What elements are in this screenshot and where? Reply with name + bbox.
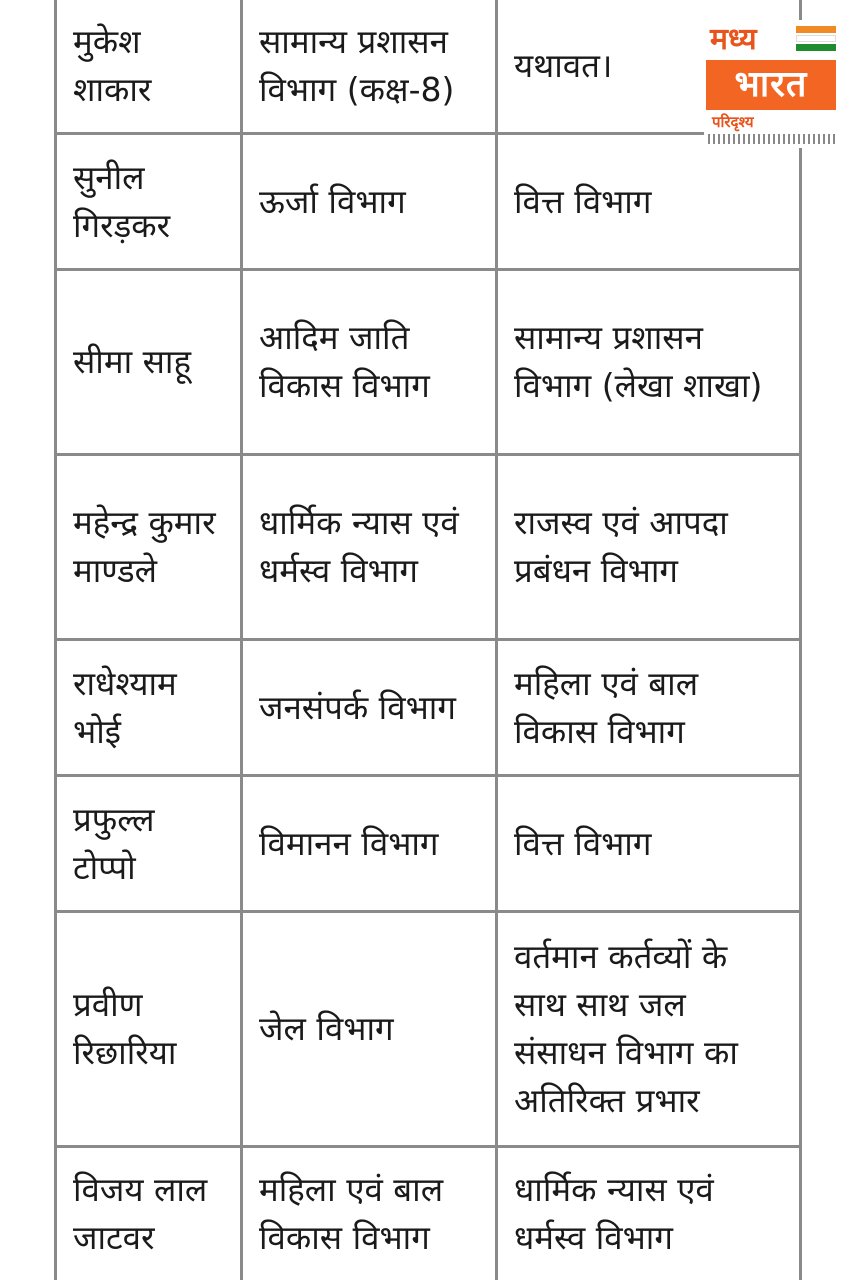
officer-name-cell [57, 456, 243, 638]
officer-name-cell [57, 913, 243, 1145]
current-department-cell [243, 271, 498, 453]
officer-name: सीमा साहू [73, 342, 192, 381]
table-row [57, 777, 799, 913]
new-department-cell [498, 641, 799, 774]
table-row [57, 913, 799, 1148]
officer-name: विजय लाल जाटवर [73, 1170, 208, 1257]
new-department-cell [498, 1148, 799, 1280]
new-department: सामान्य प्रशासन विभाग (लेखा शाखा) [514, 318, 763, 405]
current-department: महिला एवं बाल विकास विभाग [259, 1170, 444, 1257]
flag-icon [796, 26, 836, 52]
officer-name: प्रवीण रिछारिया [73, 985, 177, 1072]
current-department-cell [243, 1148, 498, 1280]
logo-main-text: भारत [706, 60, 836, 110]
officer-name: प्रफुल्ल टोप्पो [73, 799, 155, 887]
table-row [57, 1148, 799, 1280]
logo-sub-text: परिदृश्य [712, 113, 754, 131]
new-department-cell [498, 271, 799, 453]
officer-name-cell [57, 271, 243, 453]
officer-name: राधेश्याम भोई [73, 663, 177, 751]
new-department-cell [498, 456, 799, 638]
new-department: यथावत। [514, 46, 613, 85]
officer-name: सुनील गिरड़कर [73, 157, 171, 245]
new-department: राजस्व एवं आपदा प्रबंधन विभाग [514, 503, 728, 590]
table-row [57, 641, 799, 777]
current-department: जनसंपर्क विभाग [259, 687, 456, 727]
new-department: धार्मिक न्यास एवं धर्मस्व विभाग [514, 1170, 714, 1257]
current-department: जेल विभाग [259, 1009, 394, 1048]
new-department-cell [498, 913, 799, 1145]
officer-name-cell [57, 0, 243, 132]
new-department-cell [498, 777, 799, 910]
table-row [57, 271, 799, 456]
table-row [57, 135, 799, 271]
officer-name-cell [57, 777, 243, 910]
current-department-cell [243, 641, 498, 774]
new-department-cell [498, 135, 799, 268]
new-department: वित्त विभाग [514, 181, 652, 221]
current-department: आदिम जाति विकास विभाग [259, 318, 430, 405]
current-department-cell [243, 456, 498, 638]
current-department: ऊर्जा विभाग [259, 181, 406, 221]
madhya-bharat-logo [704, 20, 838, 148]
transfer-table [54, 0, 802, 1280]
current-department-cell [243, 0, 498, 132]
people-silhouette-icon [708, 134, 836, 144]
current-department: धार्मिक न्यास एवं धर्मस्व विभाग [259, 503, 459, 590]
table-row [57, 0, 799, 135]
current-department-cell [243, 135, 498, 268]
officer-name: महेन्द्र कुमार माण्डले [73, 503, 216, 590]
table-row [57, 456, 799, 641]
officer-name: मुकेश शाकार [73, 22, 152, 109]
new-department: महिला एवं बाल विकास विभाग [514, 663, 699, 751]
logo-top-text: मध्य [710, 22, 757, 57]
current-department-cell [243, 777, 498, 910]
current-department-cell [243, 913, 498, 1145]
officer-name-cell [57, 135, 243, 268]
current-department: सामान्य प्रशासन विभाग (कक्ष-8) [259, 22, 455, 109]
officer-name-cell [57, 641, 243, 774]
new-department: वर्तमान कर्तव्यों के साथ साथ जल संसाधन विभाग का अतिरिक्त प्रभार [514, 937, 738, 1120]
current-department: विमानन विभाग [259, 823, 439, 863]
officer-name-cell [57, 1148, 243, 1280]
new-department: वित्त विभाग [514, 823, 652, 863]
